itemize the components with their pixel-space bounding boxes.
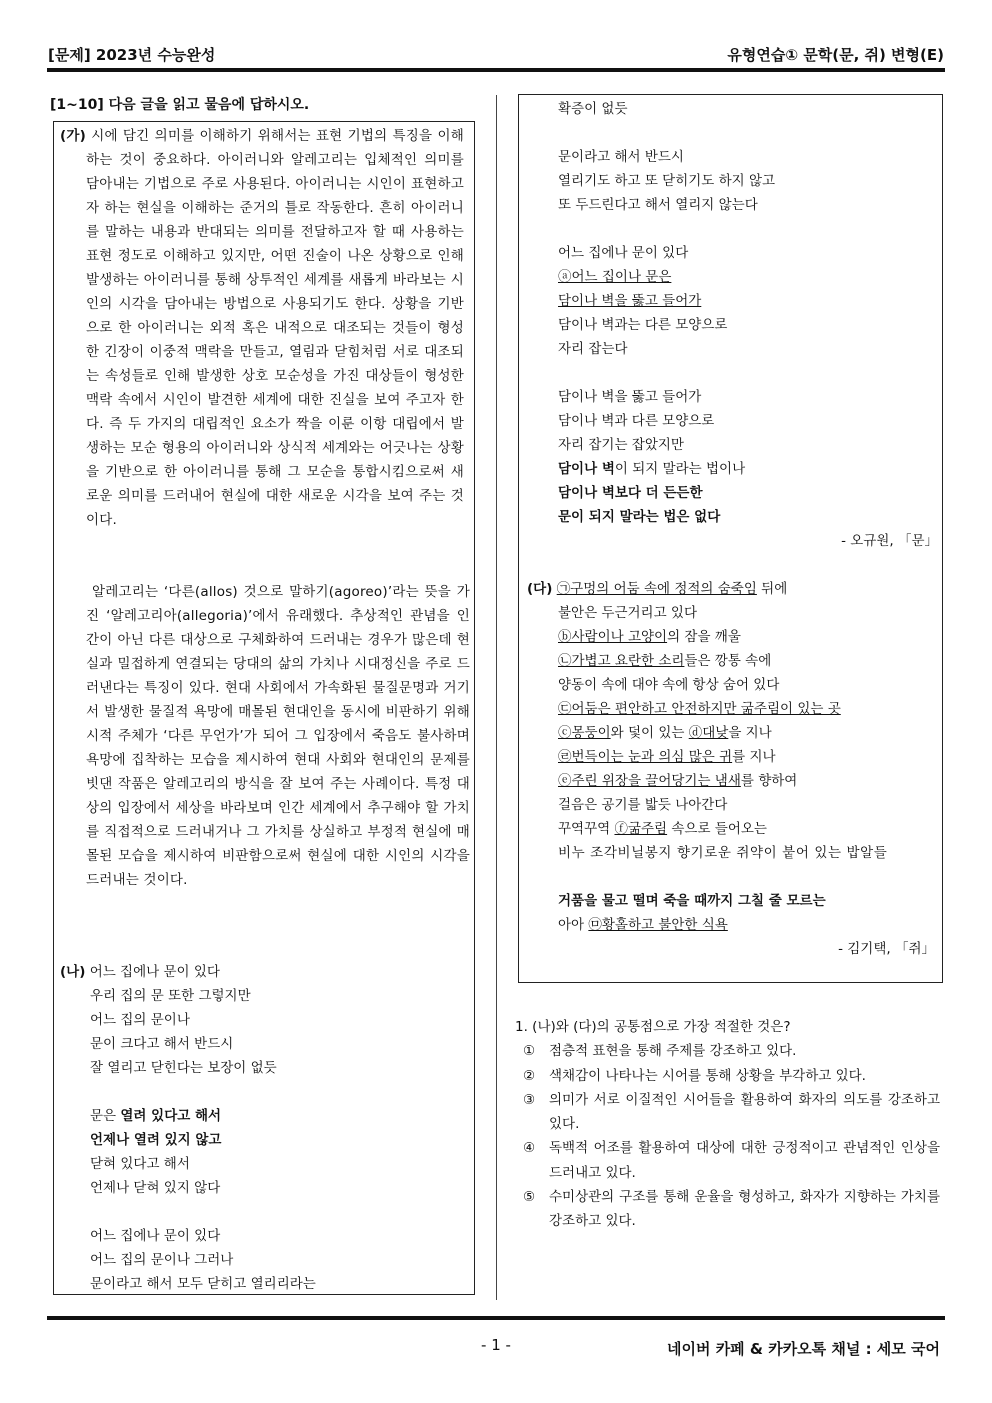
poem-line: 담이나 벽과는 다른 모양으로 — [558, 317, 728, 333]
poem-line-underlined: ㉠구멍의 어둠 속에 정적의 숨죽임 — [556, 581, 757, 597]
passage-ga-para1-text: 시에 담긴 의미를 이해하기 위해서는 표현 기법의 특징을 이해하는 것이 중요하다. 아이러니와 알레고리는 입체적인 의미를 담아내는 기법으로 주로 사용된다. 아이러니는 시인이 표현하고자 하는 현실을 이해하는 준거의 틀로 작동한다. 흔히 아이러니를 말하는 내용과 반대되는 의미를 전달하고자 할 때 사용하는 표현 정도로 이해하고 있지만, 어떤 진술이 나온 상황으로 인해 발생하는 아이러니를 통해 상투적인 세계를 새롭게 바라보는 시인의 시각을 담아내는 방법으로 사용되기도 한다. 상황을 기반으로 한 아이러니는 외적 혹은 내적으로 대조되는 것들이 형성한 긴장이 이중적 맥락을 만들고, 열림과 닫힘처럼 서로 대조되는 속성들로 인해 발생한 상호 모순성을 가진 대상들이 형성한 맥락 속에서 시인이 발견한 세계에 대한 진실을 보여 주고자 한다. 즉 두 가지의 대립적인 요소가 짝을 이룬 이항 대립에서 발생하는 모순 형용의 아이러니와 상식적 세계와는 어긋나는 상황을 기반으로 한 아이러니를 통해 그 모순을 통합시킴으로써 새로운 의미를 드러내어 현실에 대한 새로운 시각을 보여 주는 것이다. — [86, 128, 464, 528]
poem-line: 어느 집에나 문이 있다 — [89, 964, 220, 980]
poem-line: 어느 집에나 문이 있다 — [558, 245, 689, 261]
poem-line-bold: 담이나 벽 — [558, 461, 615, 477]
citation-da: - 김기택, 「쥐」 — [838, 941, 935, 957]
passage-na-right — [558, 97, 938, 553]
choice-number: ③ — [523, 1091, 536, 1108]
poem-line: 와 덫이 있는 — [610, 725, 689, 741]
poem-line-underlined: ㉤황홀하고 불안한 식욕 — [588, 917, 728, 933]
poem-line: 잘 열리고 닫힌다는 보장이 없듯 — [90, 1060, 277, 1076]
passage-na-label: (나) — [60, 964, 86, 980]
poem-line-bold: 거품을 물고 떨며 죽을 때까지 그칠 줄 모르는 — [558, 893, 826, 909]
choice-number: ② — [523, 1067, 536, 1084]
poem-line-bold: 언제나 열려 있지 않고 — [90, 1132, 222, 1148]
poem-line: 확증이 없듯 — [558, 101, 628, 117]
poem-line-underlined: ⓒ몽둥이 — [558, 725, 611, 741]
poem-line: 우리 집의 문 또한 그렇지만 — [90, 988, 251, 1004]
poem-line: 어느 집의 문이나 그러나 — [90, 1252, 234, 1268]
poem-line: 문이 크다고 해서 반드시 — [90, 1036, 234, 1052]
choice-text: 수미상관의 구조를 통해 운율을 형성하고, 화자가 지향하는 가치를 강조하고 있다. — [549, 1189, 940, 1230]
header-right: 유형연습① 문학(문, 쥐) 변형(E) — [727, 46, 944, 64]
top-rule — [47, 68, 945, 72]
choice-text: 점층적 표현을 통해 주제를 강조하고 있다. — [549, 1043, 797, 1060]
bottom-rule — [47, 1316, 945, 1320]
poem-line: 언제나 닫혀 있지 않다 — [90, 1180, 221, 1196]
passage-da-label: (다) — [527, 581, 553, 597]
choice-text: 독백적 어조를 활용하여 대상에 대한 긍정적이고 관념적인 인상을 드러내고 있다. — [549, 1140, 940, 1181]
poem-line-underlined: ㉢어둠은 편안하고 안전하지만 굶주림이 있는 곳 — [558, 701, 841, 717]
poem-line: 열리기도 하고 또 닫히기도 하지 않고 — [558, 173, 776, 189]
choice-5[interactable] — [515, 1185, 940, 1234]
choice-1[interactable] — [515, 1039, 940, 1063]
poem-line: 닫혀 있다고 해서 — [90, 1156, 190, 1172]
poem-line-underlined: ⓓ대낮 — [688, 725, 729, 741]
poem-line: 또 두드린다고 해서 열리지 않는다 — [558, 197, 758, 213]
question-1 — [515, 1015, 940, 1234]
passage-da — [527, 577, 935, 961]
poem-line: 담이나 벽을 뚫고 들어가 — [558, 389, 702, 405]
poem-line-underlined: ⓕ굶주림 — [614, 821, 668, 837]
header-left: [문제] 2023년 수능완성 — [48, 46, 216, 64]
footer-credit: 네이버 카페 & 카카오톡 채널 : 세모 국어 — [667, 1340, 940, 1358]
poem-line-underlined: 담이나 벽을 뚫고 들어가 — [558, 293, 702, 309]
passage-box-right — [518, 94, 943, 983]
poem-line-underlined: ㉣번득이는 눈과 의심 많은 귀 — [558, 749, 733, 765]
poem-line: 어느 집의 문이나 — [90, 1012, 190, 1028]
poem-line-bold: 담이나 벽보다 더 든든한 — [558, 485, 703, 501]
passage-ga-para2: 알레고리는 ‘다른(allos) 것으로 말하기(agoreo)’라는 뜻을 가진 ‘알레고리아(allegoria)’에서 유래했다. 추상적인 관념을 인간이 아닌 다른 대상으로 구체화하여 드러내는 경우가 많은데 현실과 밀접하게 연결되는 당대의 삶의 가치나 시대정신을 주로 드러낸다는 특징이 있다. 현대 사회에서 가속화된 물질문명과 거기서 발생한 물질적 욕망에 매몰된 현대인을 동시에 비판하기 위해 시적 주체가 ‘다른 무언가’가 되어 그 입장에서 죽음도 불사하며 욕망에 집착하는 모습을 제시하여 현대 사회와 현대인의 문제를 빗댄 작품은 알레고리의 방식을 잘 보여 주는 사례이다. 특정 대상의 입장에서 세상을 바라보며 인간 세계에서 추구해야 할 가치를 직접적으로 드러내거나 그 가치를 상실하고 부정적 현실에 매몰된 모습을 제시하여 비판함으로써 현실에 대한 시인의 시각을 드러내는 것이다. — [86, 584, 470, 888]
passage-box-left — [53, 121, 475, 1295]
poem-line-underlined: ⓑ사람이나 고양이 — [558, 629, 668, 645]
choice-3[interactable] — [515, 1088, 940, 1137]
passage-ga-para1 — [60, 124, 464, 532]
choice-text: 색채감이 나타나는 시어를 통해 상황을 부각하고 있다. — [549, 1067, 866, 1084]
poem-line: 어느 집에나 문이 있다 — [90, 1228, 221, 1244]
choice-number: ① — [523, 1043, 536, 1060]
poem-line: 불안은 두근거리고 있다 — [558, 605, 697, 621]
choice-2[interactable] — [515, 1064, 940, 1088]
poem-line: 걸음은 공기를 밟듯 나아간다 — [558, 797, 728, 813]
choice-number: ④ — [523, 1140, 536, 1157]
poem-line: 를 향하여 — [740, 773, 798, 789]
poem-line: 이 되지 말라는 법이나 — [614, 461, 746, 477]
poem-line: 자리 잡기는 잡았지만 — [558, 437, 684, 453]
passage-ga-label: (가) — [60, 128, 86, 144]
column-divider — [496, 95, 497, 1300]
poem-line: 속으로 들어오는 — [667, 821, 767, 837]
poem-line: 아아 — [558, 917, 589, 933]
choice-4[interactable] — [515, 1136, 940, 1185]
poem-line: 들은 깡통 속에 — [684, 653, 772, 669]
choice-text: 의미가 서로 이질적인 시어들을 활용하여 화자의 의도를 강조하고 있다. — [549, 1091, 940, 1133]
poem-line: 을 지나 — [728, 725, 772, 741]
poem-line: 의 잠을 깨울 — [667, 629, 741, 645]
poem-line-bold: 열려 있다고 해서 — [120, 1108, 222, 1124]
citation-na: - 오규원, 「문」 — [841, 533, 938, 549]
poem-line: 비누 조각비닐봉지 향기로운 쥐약이 붙어 있는 밥알들 — [558, 845, 888, 861]
poem-line-underlined: ⓔ주린 위장을 끌어당기는 냄새 — [558, 773, 741, 789]
poem-line: 문은 — [90, 1108, 121, 1124]
instruction: [1~10] 다음 글을 읽고 물음에 답하시오. — [50, 97, 310, 113]
choice-number: ⑤ — [523, 1189, 536, 1206]
passage-na-left — [60, 960, 316, 1296]
poem-line: 문이라고 해서 반드시 — [558, 149, 684, 165]
poem-line: 양동이 속에 대야 속에 항상 숨어 있다 — [558, 677, 780, 693]
poem-line: 담이나 벽과 다른 모양으로 — [558, 413, 715, 429]
poem-line: 문이라고 해서 모두 닫히고 열리리라는 — [90, 1276, 316, 1292]
poem-line: 뒤에 — [756, 581, 788, 597]
poem-line-underlined: ㉡가볍고 요란한 소리 — [558, 653, 685, 669]
page-number: - 1 - — [481, 1336, 511, 1354]
question-stem: 1. (나)와 (다)의 공통점으로 가장 적절한 것은? — [515, 1019, 791, 1035]
poem-line: 자리 잡는다 — [558, 341, 628, 357]
poem-line: 꾸역꾸역 — [558, 821, 615, 837]
poem-line-underlined-a: ⓐ어느 집이나 문은 — [558, 269, 672, 285]
poem-line-bold: 문이 되지 말라는 법은 없다 — [558, 509, 721, 525]
poem-line: 를 지나 — [732, 749, 776, 765]
